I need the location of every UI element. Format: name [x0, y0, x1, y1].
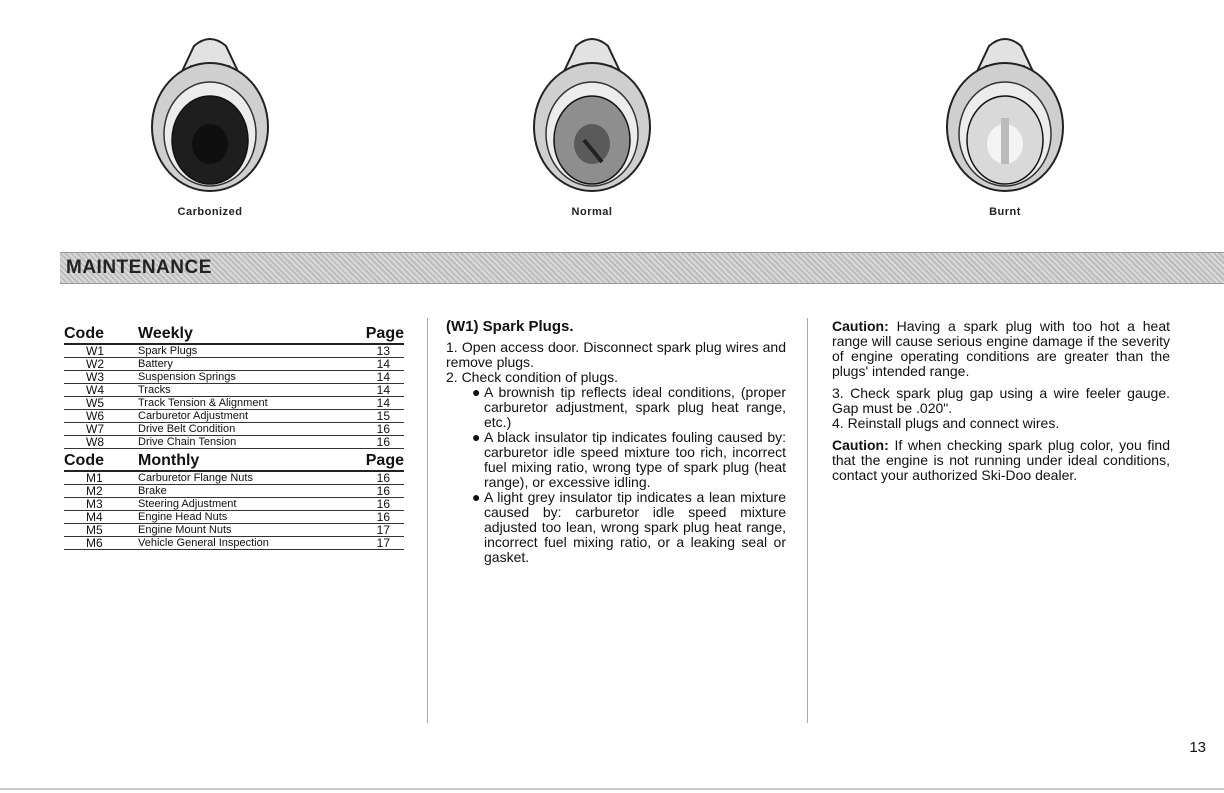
caution-label: Caution: — [832, 318, 889, 334]
row-code: W5 — [64, 397, 138, 410]
row-page: 14 — [350, 384, 404, 397]
plug-caption: Normal — [571, 206, 613, 218]
step-4: 4. Reinstall plugs and connect wires. — [832, 415, 1060, 431]
row-page: 13 — [350, 344, 404, 358]
plug-caption: Carbonized — [177, 206, 243, 218]
row-code: W3 — [64, 371, 138, 384]
row-page: 16 — [350, 511, 404, 524]
table-row — [64, 384, 404, 397]
table-row — [64, 471, 404, 485]
step-1: 1. Open access door. Disconnect spark plug wires and remove plugs. — [446, 339, 786, 370]
row-code: W1 — [64, 344, 138, 358]
section-title: MAINTENANCE — [66, 257, 212, 278]
row-page: 14 — [350, 358, 404, 371]
spark-plug-carbonized-icon — [140, 22, 280, 202]
page-header: Page — [350, 449, 404, 472]
row-page: 14 — [350, 397, 404, 410]
monthly-header — [64, 449, 404, 472]
row-item: Engine Mount Nuts — [138, 524, 350, 537]
row-page: 16 — [350, 498, 404, 511]
plug-burnt — [905, 22, 1105, 218]
row-code: M6 — [64, 537, 138, 550]
table-row — [64, 423, 404, 436]
table-row — [64, 436, 404, 449]
bullet-icon: ● — [472, 384, 481, 400]
row-code: M4 — [64, 511, 138, 524]
table-row — [64, 524, 404, 537]
code-header: Code — [64, 322, 138, 344]
row-page: 14 — [350, 371, 404, 384]
maintenance-schedule — [64, 322, 404, 550]
spark-plug-illustrations — [0, 0, 1224, 240]
row-code: W8 — [64, 436, 138, 449]
page-header: Page — [350, 322, 404, 344]
table-row — [64, 498, 404, 511]
table-row — [64, 410, 404, 423]
table-row — [64, 511, 404, 524]
row-page: 15 — [350, 410, 404, 423]
table-row — [64, 485, 404, 498]
weekly-header — [64, 322, 404, 344]
caution-1 — [832, 319, 1170, 379]
row-item: Steering Adjustment — [138, 498, 350, 511]
step-3: 3. Check spark plug gap using a wire feeler gauge. Gap must be .020". — [832, 385, 1170, 416]
row-page: 17 — [350, 524, 404, 537]
row-code: M2 — [64, 485, 138, 498]
row-item: Tracks — [138, 384, 350, 397]
bullet-icon: ● — [472, 489, 481, 505]
spark-plug-burnt-icon — [935, 22, 1075, 202]
bullet-text: A black insulator tip indicates fouling caused by: carburetor idle speed mixture too rich, incorrect fuel mixing ratio, wrong type of spark plug (heat range), or excessive idling. — [484, 429, 786, 490]
page-number: 13 — [1189, 739, 1206, 756]
table-row — [64, 344, 404, 358]
caution-2 — [832, 438, 1170, 483]
caution-label: Caution: — [832, 437, 889, 453]
bullet-text: A brownish tip reflects ideal conditions, (proper carburetor adjustment, spark plug heat range, etc.) — [484, 384, 786, 430]
row-item: Carburetor Flange Nuts — [138, 471, 350, 485]
row-item: Brake — [138, 485, 350, 498]
row-code: W7 — [64, 423, 138, 436]
row-page: 16 — [350, 423, 404, 436]
row-code: M5 — [64, 524, 138, 537]
table-row — [64, 371, 404, 384]
row-page: 16 — [350, 485, 404, 498]
plug-caption: Burnt — [989, 206, 1021, 218]
bullet-item — [472, 490, 786, 565]
row-item: Suspension Springs — [138, 371, 350, 384]
monthly-rows — [64, 471, 404, 550]
weekly-rows — [64, 344, 404, 449]
code-header: Code — [64, 449, 138, 472]
row-item: Spark Plugs — [138, 344, 350, 358]
row-item: Carburetor Adjustment — [138, 410, 350, 423]
spark-plug-section — [446, 319, 786, 565]
column-divider — [807, 318, 808, 723]
weekly-header-label: Weekly — [138, 322, 350, 344]
schedule-table — [64, 322, 404, 550]
monthly-header-label: Monthly — [138, 449, 350, 472]
table-row — [64, 397, 404, 410]
column-divider — [427, 318, 428, 723]
spark-plug-normal-icon — [522, 22, 662, 202]
row-item: Vehicle General Inspection — [138, 537, 350, 550]
plug-normal — [492, 22, 692, 218]
row-item: Drive Belt Condition — [138, 423, 350, 436]
caution-text: Having a spark plug with too hot a heat range will cause serious engine damage if the severity of engine operating conditions are greater than the plugs' intended range. — [832, 318, 1170, 379]
row-item: Drive Chain Tension — [138, 436, 350, 449]
table-row — [64, 537, 404, 550]
caution-text: If when checking spark plug color, you find that the engine is not running under ideal conditions, contact your authorized Ski-Doo dealer. — [832, 437, 1171, 483]
table-row — [64, 358, 404, 371]
step-2: 2. Check condition of plugs. — [446, 369, 618, 385]
section-heading: (W1) Spark Plugs. — [446, 318, 574, 335]
row-item: Engine Head Nuts — [138, 511, 350, 524]
row-code: M1 — [64, 471, 138, 485]
row-code: W2 — [64, 358, 138, 371]
bullet-text: A light grey insulator tip indicates a lean mixture caused by: carburetor idle speed mixture adjusted too lean, wrong spark plug heat range, incorrect fuel mixing ratio, or a leaking seal or gasket. — [484, 489, 786, 565]
plug-carbonized — [110, 22, 310, 218]
bottom-rule — [0, 788, 1224, 790]
row-page: 17 — [350, 537, 404, 550]
row-code: W6 — [64, 410, 138, 423]
row-code: W4 — [64, 384, 138, 397]
row-item: Battery — [138, 358, 350, 371]
bullet-item — [472, 430, 786, 490]
section-banner — [60, 252, 1224, 284]
bullet-item — [472, 385, 786, 430]
row-page: 16 — [350, 436, 404, 449]
bullet-icon: ● — [472, 429, 481, 445]
row-code: M3 — [64, 498, 138, 511]
row-page: 16 — [350, 471, 404, 485]
caution-section — [832, 319, 1170, 483]
row-item: Track Tension & Alignment — [138, 397, 350, 410]
